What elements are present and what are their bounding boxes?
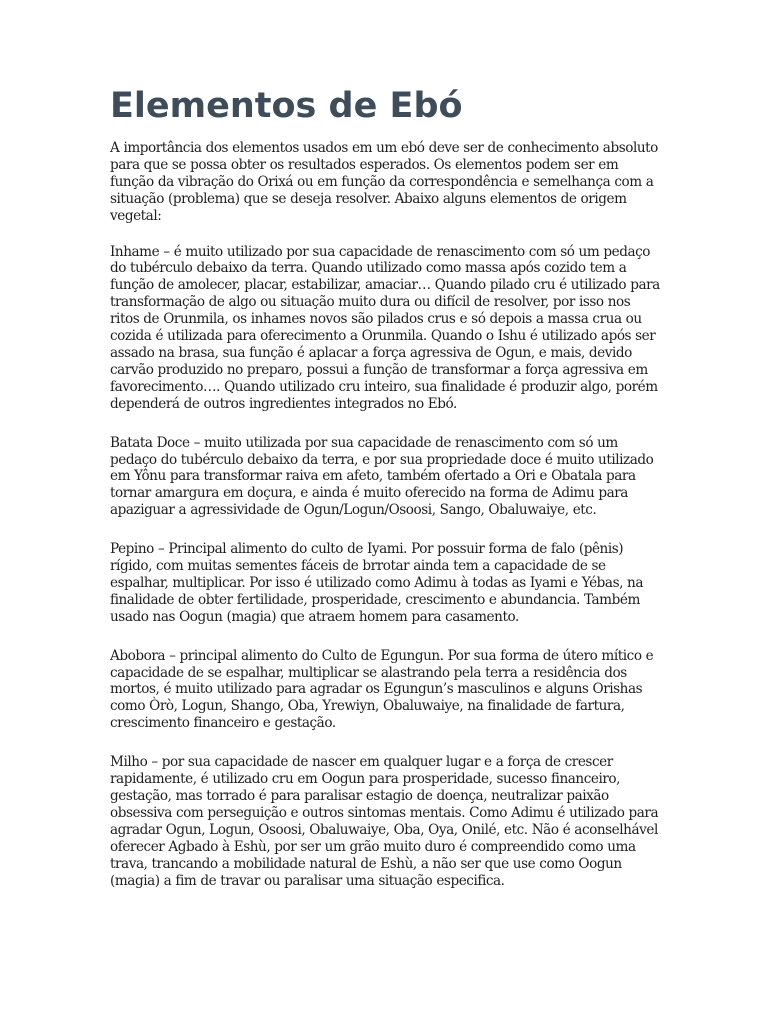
document-title: Elementos de Ebó [110,86,463,126]
paragraph-abobora: Abobora – principal alimento do Culto de Egungun. Por sua forma de útero mítico e capacidade de se espalhar, multiplicar se alastrando pela terra a residência dos mortos, é muito utilizado para agradar os Egungun’s masculinos e alguns Orishas como Òrò, Logun, Shango, Oba, Yrewiyn, Obaluwaiye, na finalidade de fartura, crescimento financeiro e gestação. [110,647,654,732]
paragraph-milho: Milho – por sua capacidade de nascer em qualquer lugar e a força de crescer rapidamente, é utilizado cru em Oogun para prosperidade, sucesso financeiro, gestação, mas torrado é para paralisar estagio de doença, neutralizar paixão obsessiva com perseguição e outros sintomas mentais. Como Adimu é utilizado para agradar Ogun, Logun, Osoosi, Obaluwaiye, Oba, Oya, Onilé, etc. Não é aconselhável oferecer Agbado à Eshù, por ser um grão muito duro é compreendido como uma trava, trancando a mobilidade natural de Eshù, a não ser que use como Oogun (magia) a fim de travar ou paralisar uma situação especifica. [110,754,659,889]
intro-paragraph: A importância dos elementos usados em um ebó deve ser de conhecimento absoluto para que se possa obter os resultados esperados. Os elementos podem ser em função da vibração do Orixá ou em função da correspondência e semelhança com a situação (problema) que se deseja resolver. Abaixo alguns elementos de origem vegetal: [110,140,658,224]
paragraph-pepino: Pepino – Principal alimento do culto de Iyami. Por possuir forma de falo (pênis) rígido, com muitas sementes fáceis de brrotar ainda tem a capacidade de se espalhar, multiplicar. Por isso é utilizado como Adimu à todas as Iyami e Yébas, na finalidade de obter fertilidade, prosperidade, crescimento e abundancia. Também usado nas Oogun (magia) que atraem homem para casamento. [110,541,644,625]
paragraph-batata-doce: Batata Doce – muito utilizada por sua capacidade de renascimento com só um pedaço do tubérculo debaixo da terra, e por sua propriedade doce é muito utilizado em Yônu para transformar raiva em afeto, também ofertado a Ori e Obatala para tornar amargura em doçura, e ainda é muito oferecido na forma de Adimu para apaziguar a agressividade de Ogun/Logun/Osoosi, Sango, Obaluwaiye, etc. [110,434,654,519]
paragraph-inhame: Inhame – é muito utilizado por sua capacidade de renascimento com só um pedaço do tubérculo debaixo da terra. Quando utilizado como massa após cozido tem a função de amolecer, placar, estabilizar, amaciar… Quando pilado cru é utilizado para transformação de algo ou situação muito dura ou difícil de resolver, por isso nos ritos de Orunmila, os inhames novos são pilados crus e só depois a massa crua ou cozida é utilizada para oferecimento a Orunmila. Quando o Ishu é utilizado após ser assado na brasa, sua função é aplacar a força agressiva de Ogun, e mais, devido carvão produzido no preparo, possui a função de transformar a força agressiva em favorecimento…. Quando utilizado cru inteiro, sua finalidade é produzir algo, porém dependerá de outros ingredientes integrados no Ebó. [110,243,660,412]
document-page [110,84,660,911]
